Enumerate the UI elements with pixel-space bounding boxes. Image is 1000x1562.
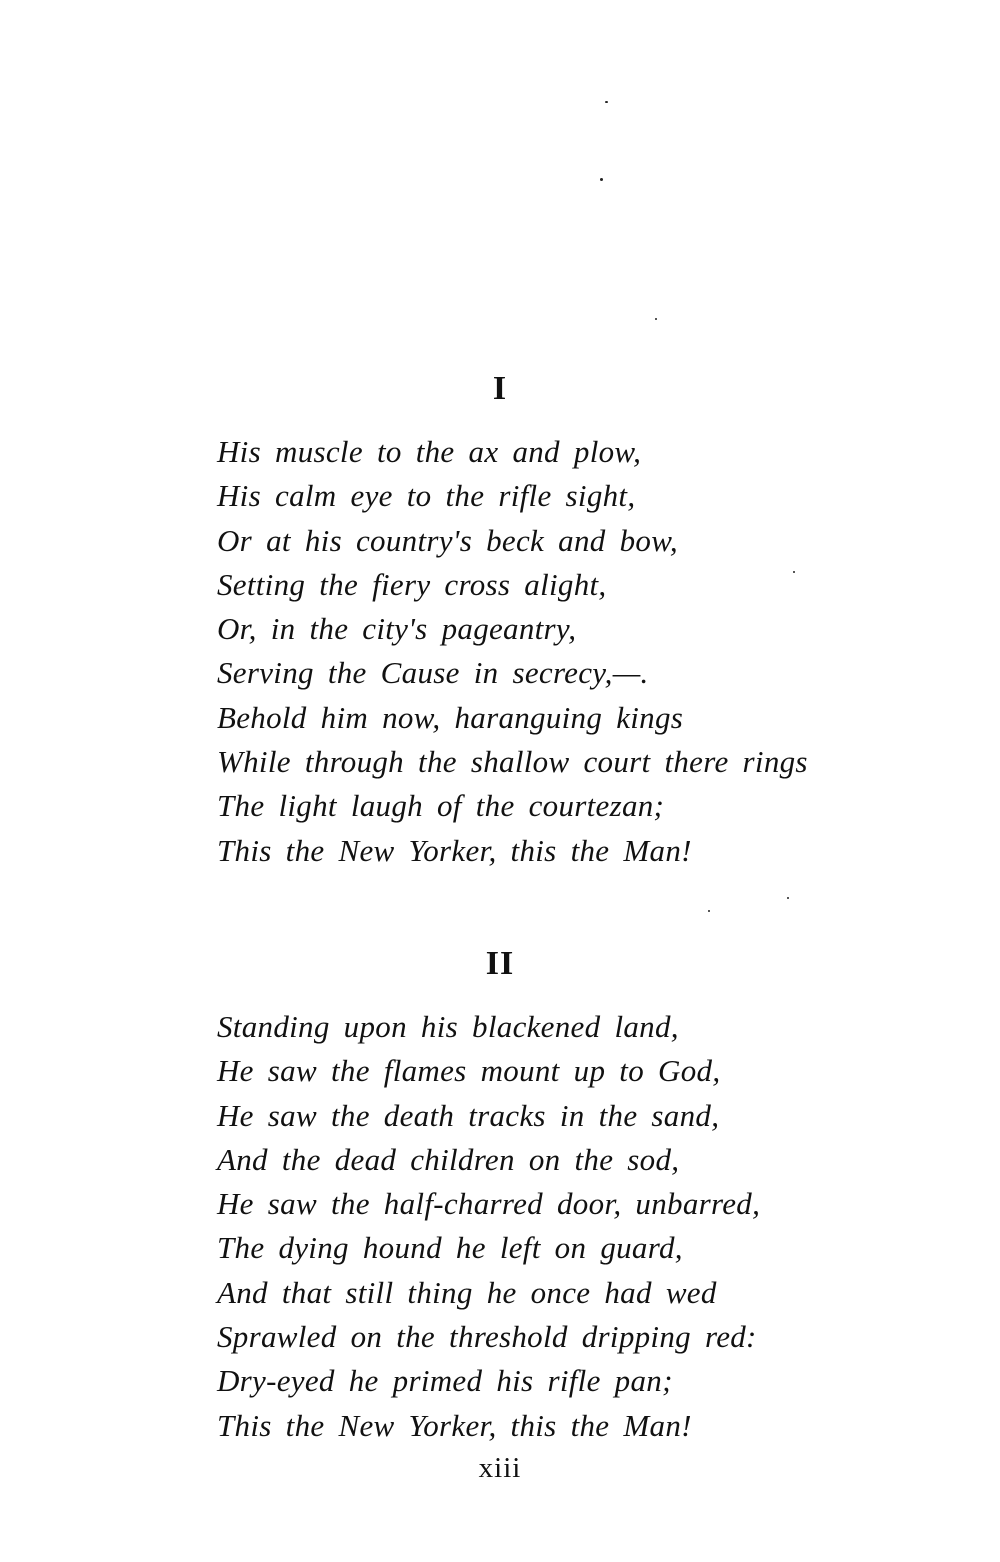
page-number: xiii bbox=[478, 1452, 522, 1484]
poem-line: And that still thing he once had wed bbox=[217, 1274, 717, 1310]
poem-line: He saw the death tracks in the sand, bbox=[217, 1097, 720, 1133]
print-speck bbox=[708, 910, 710, 912]
poem-line: This the New Yorker, this the Man! bbox=[217, 832, 692, 868]
poem-line: Or at his country's beck and bow, bbox=[217, 522, 678, 558]
poem-line: His muscle to the ax and plow, bbox=[217, 434, 642, 469]
print-speck bbox=[605, 101, 608, 103]
poem-line: The light laugh of the courtezan; bbox=[217, 788, 665, 824]
poem-line: The dying hound he left on guard, bbox=[217, 1230, 683, 1266]
section-numeral-i: I bbox=[492, 370, 508, 407]
stanza-i bbox=[217, 430, 808, 873]
print-speck bbox=[787, 897, 789, 899]
print-speck bbox=[655, 318, 657, 320]
poem-line: Dry-eyed he primed his rifle pan; bbox=[217, 1363, 673, 1399]
section-numeral-ii: II bbox=[485, 945, 515, 982]
poem-line: His calm eye to the rifle sight, bbox=[217, 478, 636, 514]
poem-line: And the dead children on the sod, bbox=[217, 1141, 680, 1177]
poem-line: He saw the flames mount up to God, bbox=[217, 1053, 721, 1089]
poem-line: This the New Yorker, this the Man! bbox=[217, 1407, 692, 1443]
poem-line: Behold him now, haranguing kings bbox=[217, 699, 684, 735]
poem-line: Standing upon his blackened land, bbox=[217, 1009, 679, 1044]
poem-line: Or, in the city's pageantry, bbox=[217, 611, 577, 647]
poem-line: Setting the fiery cross alight, bbox=[217, 566, 607, 602]
poem-line: Serving the Cause in secrecy,—. bbox=[217, 655, 649, 691]
stanza-ii bbox=[217, 1005, 760, 1448]
poem-line: He saw the half-charred door, unbarred, bbox=[217, 1186, 761, 1222]
poem-line: Sprawled on the threshold dripping red: bbox=[217, 1319, 757, 1355]
print-speck bbox=[600, 178, 603, 181]
poem-line: While through the shallow court there rings bbox=[217, 744, 808, 780]
